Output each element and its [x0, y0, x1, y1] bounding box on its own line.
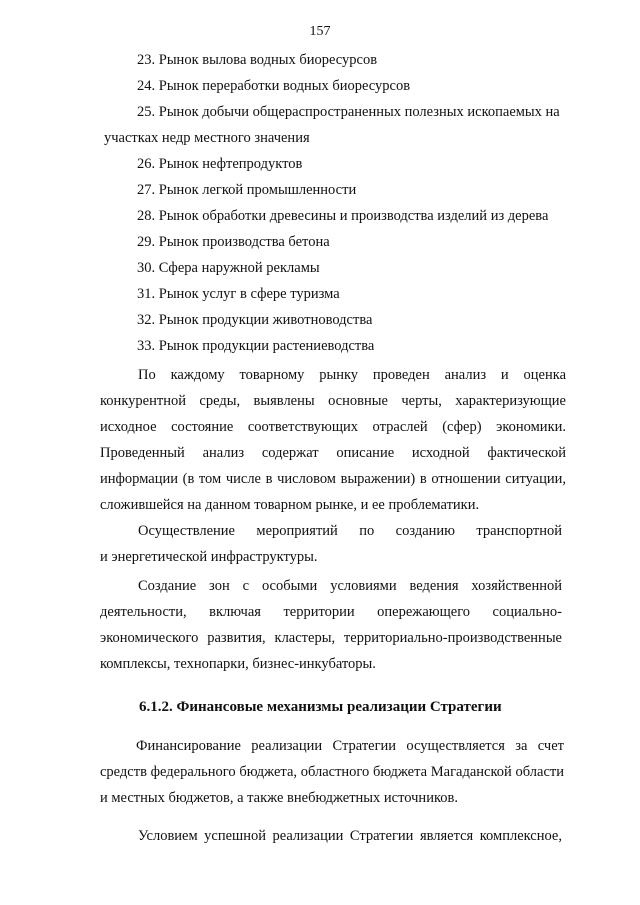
- list-item: 30. Сфера наружной рекламы: [137, 260, 320, 276]
- list-item: 28. Рынок обработки древесины и производства изделий из дерева: [137, 208, 549, 224]
- page-number: 157: [309, 24, 331, 39]
- paragraph-line: Проведенный анализ содержат описание исходной фактической: [100, 445, 566, 461]
- section-heading: 6.1.2. Финансовые механизмы реализации Стратегии: [139, 699, 502, 715]
- list-item: 32. Рынок продукции животноводства: [137, 312, 373, 328]
- paragraph-line: деятельности, включая территории опережающего социально-: [100, 604, 562, 620]
- paragraph-line: Осуществление мероприятий по созданию транспортной: [138, 523, 562, 539]
- list-item: 31. Рынок услуг в сфере туризма: [137, 286, 340, 302]
- paragraph-line: и местных бюджетов, а также внебюджетных источников.: [100, 790, 458, 806]
- paragraph-line: Условием успешной реализации Стратегии является комплексное,: [138, 828, 562, 844]
- paragraph-line: сложившейся на данном товарном рынке, и ее проблематики.: [100, 497, 480, 513]
- list-item: 23. Рынок вылова водных биоресурсов: [137, 52, 378, 68]
- list-item: 26. Рынок нефтепродуктов: [137, 156, 303, 172]
- paragraph-line: и энергетической инфраструктуры.: [100, 549, 318, 565]
- paragraph-line: средств федерального бюджета, областного бюджета Магаданской области: [100, 764, 564, 780]
- list-item: 27. Рынок легкой промышленности: [137, 182, 357, 198]
- paragraph-line: Финансирование реализации Стратегии осуществляется за счет: [136, 738, 564, 754]
- paragraph-line: Создание зон с особыми условиями ведения хозяйственной: [138, 578, 562, 594]
- list-item: 25. Рынок добычи общераспространенных полезных ископаемых на: [137, 104, 560, 120]
- list-item: 24. Рынок переработки водных биоресурсов: [137, 78, 411, 94]
- paragraph-line: конкурентной среды, выявлены основные черты, характеризующие: [100, 393, 566, 409]
- paragraph-line: информации (в том числе в числовом выражении) в отношении ситуации,: [100, 471, 566, 487]
- paragraph-line: По каждому товарному рынку проведен анализ и оценка: [138, 367, 566, 383]
- paragraph-line: исходное состояние соответствующих отраслей (сфер) экономики.: [100, 419, 566, 435]
- list-item: 29. Рынок производства бетона: [137, 234, 330, 250]
- list-item-continuation: участках недр местного значения: [104, 130, 310, 146]
- paragraph-line: экономического развития, кластеры, территориально-производственные: [100, 630, 562, 646]
- list-item: 33. Рынок продукции растениеводства: [137, 338, 375, 354]
- paragraph-line: комплексы, технопарки, бизнес-инкубаторы.: [100, 656, 376, 672]
